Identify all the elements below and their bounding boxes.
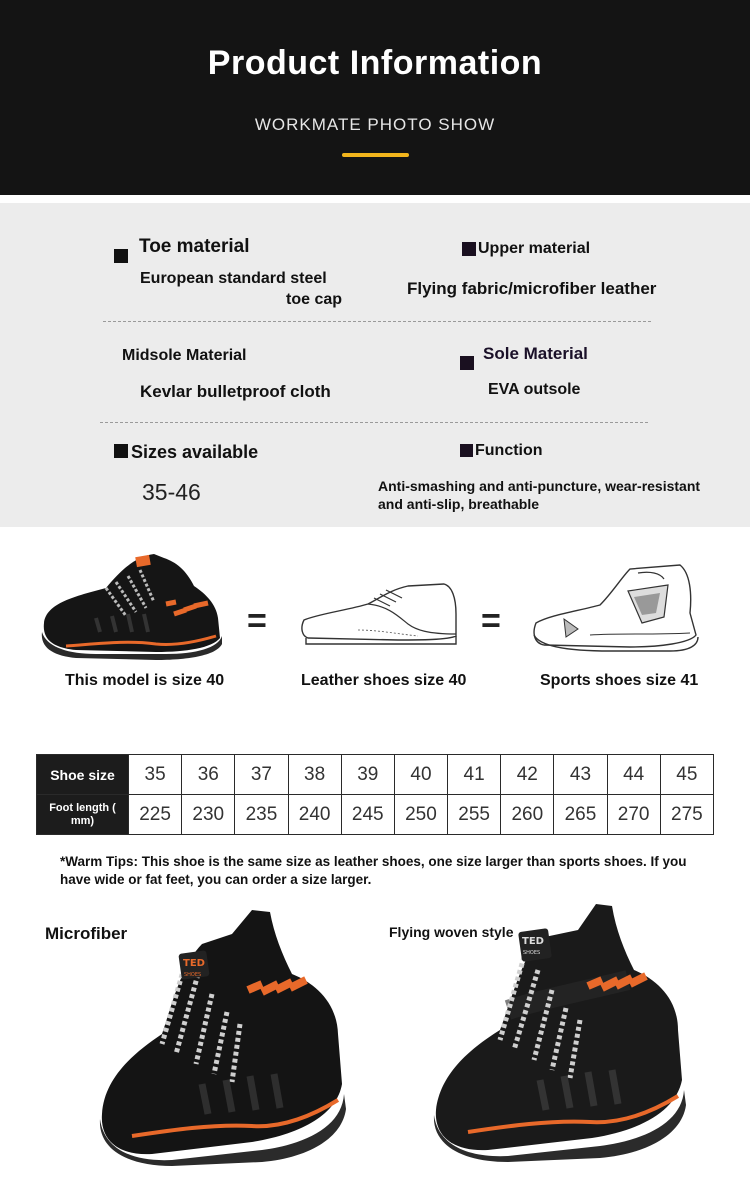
bullet-square-icon	[114, 249, 128, 263]
size-cell: 43	[554, 755, 607, 795]
size-cell: 39	[341, 755, 394, 795]
size-cell: 36	[182, 755, 235, 795]
toe-material-value-2: toe cap	[286, 291, 343, 308]
length-cell: 270	[607, 795, 660, 835]
midsole-material-value: Kevlar bulletproof cloth	[140, 382, 331, 401]
flying-woven-label: Flying woven style	[389, 924, 514, 940]
microfiber-label: Microfiber	[45, 924, 128, 943]
page-subtitle: WORKMATE PHOTO SHOW	[254, 115, 496, 134]
length-cell: 225	[129, 795, 182, 835]
model-size-label: This model is size 40	[65, 672, 225, 689]
sole-material-value: EVA outsole	[488, 381, 581, 398]
header-banner	[0, 0, 750, 195]
length-cell: 245	[341, 795, 394, 835]
length-cell: 255	[448, 795, 501, 835]
tongue-logo-subtext: SHOES	[523, 950, 541, 956]
tongue-logo-text: TED	[183, 958, 205, 969]
size-cell: 40	[394, 755, 447, 795]
size-cell: 45	[660, 755, 713, 795]
upper-material-value: Flying fabric/microfiber leather	[407, 279, 657, 298]
bullet-square-icon	[460, 444, 473, 457]
foot-length-header: Foot length ( mm)	[37, 795, 129, 835]
size-cell: 37	[235, 755, 288, 795]
upper-material-title: Upper material	[478, 240, 591, 257]
sole-material-title: Sole Material	[483, 344, 588, 363]
size-cell: 44	[607, 755, 660, 795]
length-cell: 250	[394, 795, 447, 835]
sizes-available-value: 35-46	[142, 479, 201, 505]
microfiber-shoe-image	[92, 904, 350, 1164]
equals-sign: =	[247, 602, 267, 640]
leather-size-label: Leather shoes size 40	[301, 672, 467, 689]
divider	[100, 422, 648, 423]
bullet-square-icon	[460, 356, 474, 370]
table-row	[37, 795, 714, 835]
length-cell: 260	[501, 795, 554, 835]
flying-woven-shoe-image	[428, 900, 690, 1160]
function-value-2: and anti-slip, breathable	[378, 496, 540, 512]
length-cell: 240	[288, 795, 341, 835]
sports-size-label: Sports shoes size 41	[540, 672, 699, 689]
leather-shoe-image	[298, 580, 460, 650]
accent-bar	[342, 153, 409, 157]
table-row	[37, 755, 714, 795]
bullet-square-icon	[114, 444, 128, 458]
length-cell: 235	[235, 795, 288, 835]
sizes-available-title: Sizes available	[131, 442, 259, 462]
divider	[103, 321, 651, 322]
warm-tips: *Warm Tips: This shoe is the same size as leather shoes, one size larger than sports shoes. If you have wide or fat feet, you can order a size larger.	[60, 854, 687, 887]
product-specs-panel	[0, 203, 750, 527]
size-cell: 35	[129, 755, 182, 795]
size-cell: 38	[288, 755, 341, 795]
length-cell: 275	[660, 795, 713, 835]
bullet-square-icon	[462, 242, 476, 256]
function-title: Function	[475, 442, 543, 459]
function-value-1: Anti-smashing and anti-puncture, wear-resistant	[378, 478, 701, 494]
page-title: Product Information	[207, 44, 543, 82]
size-table	[36, 754, 714, 835]
shoe-size-header: Shoe size	[37, 755, 129, 795]
toe-material-title: Toe material	[139, 236, 250, 257]
tongue-logo-subtext: SHOES	[184, 972, 202, 978]
size-cell: 42	[501, 755, 554, 795]
tongue-logo-text: TED	[522, 936, 544, 947]
equals-sign: =	[481, 602, 501, 640]
sports-shoe-image	[530, 563, 702, 653]
length-cell: 265	[554, 795, 607, 835]
model-shoe-image	[36, 548, 226, 663]
toe-material-value-1: European standard steel	[140, 270, 327, 287]
midsole-material-title: Midsole Material	[122, 347, 247, 364]
size-cell: 41	[448, 755, 501, 795]
length-cell: 230	[182, 795, 235, 835]
